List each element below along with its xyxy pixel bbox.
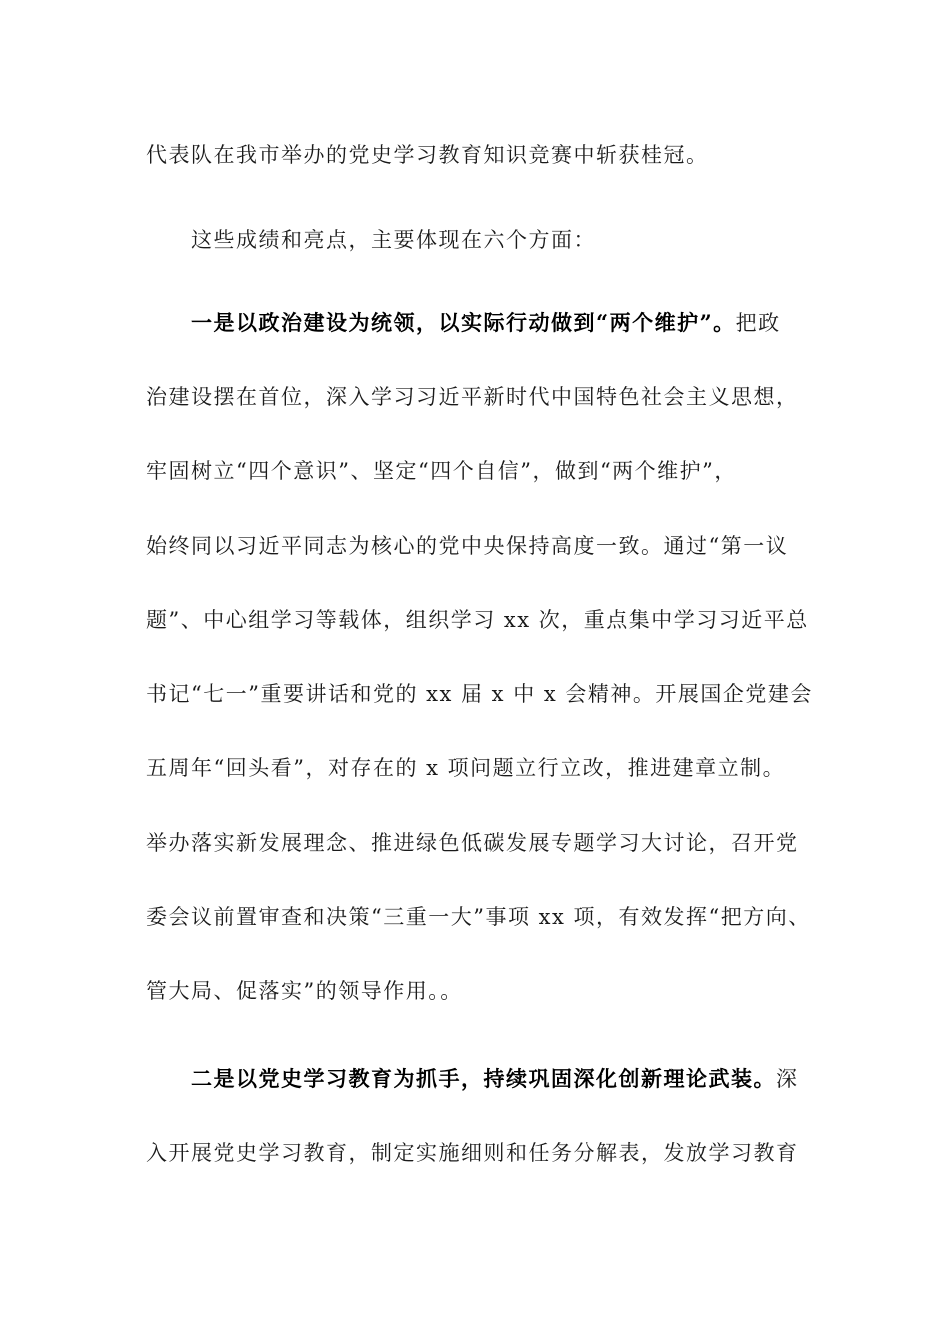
paragraph-line: 治建设摆在首位，深入学习习近平新时代中国特色社会主义思想， bbox=[146, 385, 799, 409]
paragraph-line: 管大局、促落实”的领导作用。。 bbox=[146, 979, 463, 1003]
paragraph-line: 题”、中心组学习等载体，组织学习 xx 次，重点集中学习习近平总 bbox=[146, 608, 809, 632]
heading-continuation-text: 深 bbox=[776, 1067, 799, 1091]
paragraph-line: 入开展党史学习教育，制定实施细则和任务分解表，发放学习教育 bbox=[146, 1141, 799, 1165]
paragraph-line: 牢固树立“四个意识”、坚定“四个自信”，做到“两个维护”， bbox=[146, 459, 737, 483]
paragraph-line: 书记“七一”重要讲话和党的 xx 届 x 中 x 会精神。开展国企党建会 bbox=[146, 682, 813, 706]
paragraph-line: 代表队在我市举办的党史学习教育知识竞赛中斩获桂冠。 bbox=[146, 143, 709, 167]
paragraph-line: 五周年“回头看”，对存在的 x 项问题立行立改，推进建章立制。 bbox=[146, 756, 786, 780]
paragraph-line: 委会议前置审查和决策“三重一大”事项 xx 项，有效发挥“把方向、 bbox=[146, 905, 811, 929]
heading-continuation-text: 把政 bbox=[735, 311, 781, 335]
heading-bold-text: 二是以党史学习教育为抓手，持续巩固深化创新理论武装。 bbox=[191, 1066, 776, 1091]
section-heading-2 bbox=[191, 1064, 881, 1094]
heading-bold-text: 一是以政治建设为统领，以实际行动做到“两个维护”。 bbox=[191, 310, 736, 335]
paragraph-line: 这些成绩和亮点，主要体现在六个方面： bbox=[191, 228, 596, 252]
paragraph-line: 举办落实新发展理念、推进绿色低碳发展专题学习大讨论，召开党 bbox=[146, 831, 799, 855]
section-heading-1 bbox=[191, 308, 881, 338]
paragraph-line: 始终同以习近平同志为核心的党中央保持高度一致。通过“第一议 bbox=[146, 534, 789, 558]
